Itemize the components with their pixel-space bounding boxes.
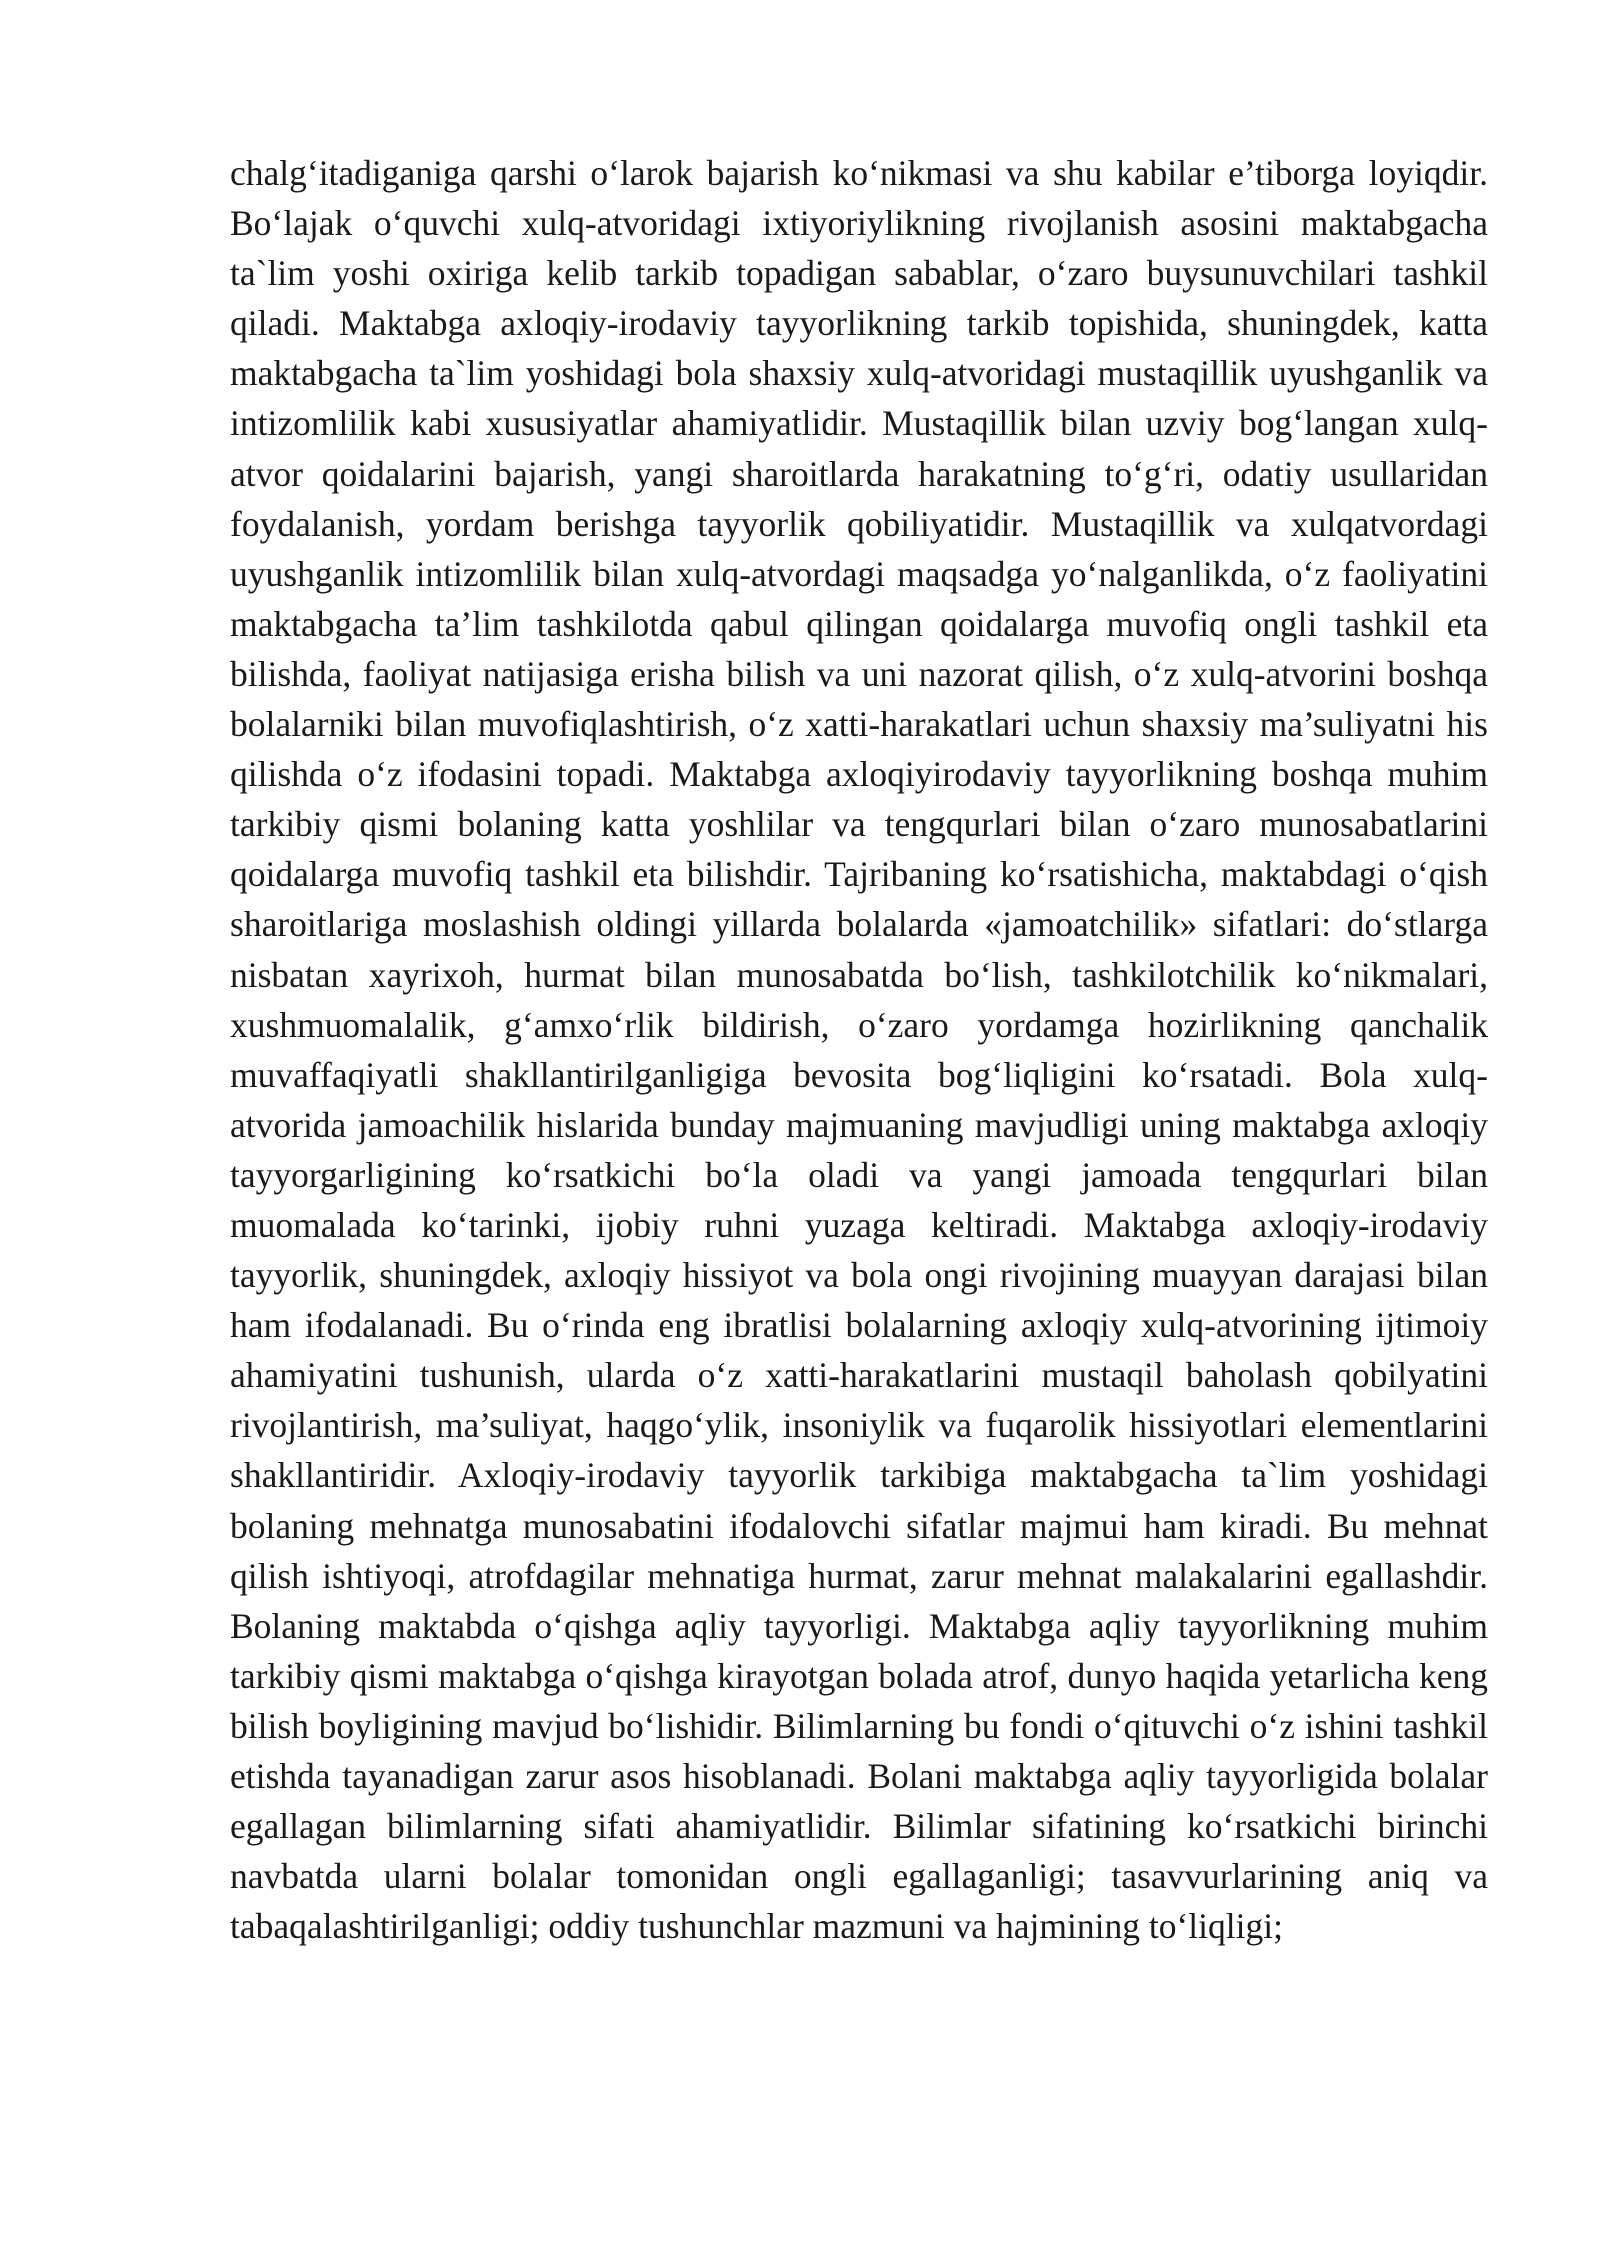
body-text-block (230, 148, 1488, 1951)
body-paragraph: chalg‘itadiganiga qarshi o‘larok bajarish ko‘nikmasi va shu kabilar e’tiborga loyiqdir. Bo‘lajak o‘quvchi xulq-atvoridagi ixtiyoriylikning rivojlanish asosini maktabgacha ta`lim yoshi oxiriga kelib tarkib topadigan sabablar, o‘zaro buysunuvchilari tashkil qiladi. Maktabga axloqiy-irodaviy tayyorlikning tarkib topishida, shuningdek, katta maktabgacha ta`lim yoshidagi bola shaxsiy xulq-atvoridagi mustaqillik uyushganlik va intizomlilik kabi xususiyatlar ahamiyatlidir. Mustaqillik bilan uzviy bog‘langan xulq-atvor qoidalarini bajarish, yangi sharoitlarda harakatning to‘g‘ri, odatiy usullaridan foydalanish, yordam berishga tayyorlik qobiliyatidir. Mustaqillik va xulqatvordagi uyushganlik intizomlilik bilan xulq-atvordagi maqsadga yo‘nalganlikda, o‘z faoliyatini maktabgacha ta’lim tashkilotda qabul qilingan qoidalarga muvofiq ongli tashkil eta bilishda, faoliyat natijasiga erisha bilish va uni nazorat qilish, o‘z xulq-atvorini boshqa bolalarniki bilan muvofiqlashtirish, o‘z xatti-harakatlari uchun shaxsiy ma’suliyatni his qilishda o‘z ifodasini topadi. Maktabga axloqiyirodaviy tayyorlikning boshqa muhim tarkibiy qismi bolaning katta yoshlilar va tengqurlari bilan o‘zaro munosabatlarini qoidalarga muvofiq tashkil eta bilishdir. Tajribaning ko‘rsatishicha, maktabdagi o‘qish sharoitlariga moslashish oldingi yillarda bolalarda «jamoatchilik» sifatlari: do‘stlarga nisbatan xayrixoh, hurmat bilan munosabatda bo‘lish, tashkilotchilik ko‘nikmalari, xushmuomalalik, g‘amxo‘rlik bildirish, o‘zaro yordamga hozirlikning qanchalik muvaffaqiyatli shakllantirilganligiga bevosita bog‘liqligini ko‘rsatadi. Bola xulq-atvorida jamoachilik hislarida bunday majmuaning mavjudligi uning maktabga axloqiy tayyorgarligining ko‘rsatkichi bo‘la oladi va yangi jamoada tengqurlari bilan muomalada ko‘tarinki, ijobiy ruhni yuzaga keltiradi. Maktabga axloqiy-irodaviy tayyorlik, shuningdek, axloqiy hissiyot va bola ongi rivojining muayyan darajasi bilan ham ifodalanadi. Bu o‘rinda eng ibratlisi bolalarning axloqiy xulq-atvorining ijtimoiy ahamiyatini tushunish, ularda o‘z xatti-harakatlarini mustaqil baholash qobilyatini rivojlantirish, ma’suliyat, haqgo‘ylik, insoniylik va fuqarolik hissiyotlari elementlarini shakllantiridir. Axloqiy-irodaviy tayyorlik tarkibiga maktabgacha ta`lim yoshidagi bolaning mehnatga munosabatini ifodalovchi sifatlar majmui ham kiradi. Bu mehnat qilish ishtiyoqi, atrofdagilar mehnatiga hurmat, zarur mehnat malakalarini egallashdir. Bolaning maktabda o‘qishga aqliy tayyorligi. Maktabga aqliy tayyorlikning muhim tarkibiy qismi maktabga o‘qishga kirayotgan bolada atrof, dunyo haqida yetarlicha keng bilish boyligining mavjud bo‘lishidir. Bilimlarning bu fondi o‘qituvchi o‘z ishini tashkil etishda tayanadigan zarur asos hisoblanadi. Bolani maktabga aqliy tayyorligida bolalar egallagan bilimlarning sifati ahamiyatlidir. Bilimlar sifatining ko‘rsatkichi birinchi navbatda ularni bolalar tomonidan ongli egallaganligi; tasavvurlarining aniq va tabaqalashtirilganligi; oddiy tushunchlar mazmuni va hajmining to‘liqligi; (230, 153, 1488, 1947)
